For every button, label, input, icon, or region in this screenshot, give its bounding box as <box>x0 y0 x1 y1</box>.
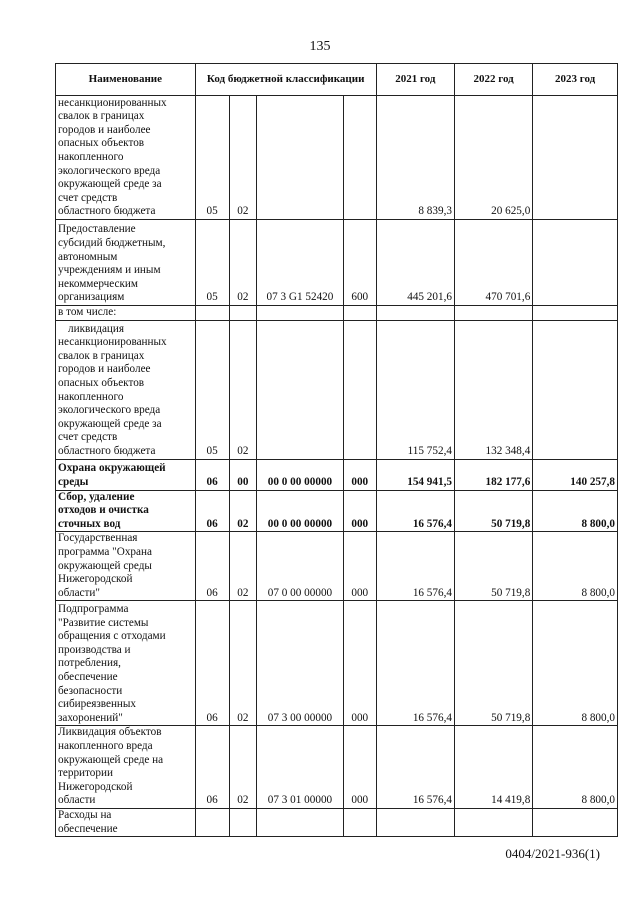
amount-2022: 14 419,8 <box>454 726 532 809</box>
subsection-code: 02 <box>229 96 257 220</box>
row-name <box>56 532 196 601</box>
amount-2021: 8 839,3 <box>376 96 454 220</box>
row-name-line: Государственная <box>58 532 138 545</box>
row-name-line: безопасности <box>58 684 123 697</box>
amount-2022: 132 348,4 <box>454 320 532 459</box>
amount-2022: 20 625,0 <box>454 96 532 220</box>
row-name-line: отходов и очистка <box>58 504 149 517</box>
target-article-code <box>257 808 344 836</box>
row-name-line: учреждениям и иным <box>58 264 161 277</box>
amount-2023 <box>533 96 618 220</box>
subsection-code: 02 <box>229 532 257 601</box>
amount-2022: 50 719,8 <box>454 490 532 532</box>
row-name-line: накопленного <box>58 151 124 164</box>
row-name-line: несанкционированных <box>58 96 167 109</box>
row-name-line: ликвидация <box>68 322 125 335</box>
amount-2022 <box>454 808 532 836</box>
section-code: 05 <box>195 96 229 220</box>
row-name-line: захоронений" <box>58 711 123 724</box>
expense-type-code <box>343 306 376 321</box>
amount-2023 <box>533 306 618 321</box>
amount-2022: 50 719,8 <box>454 601 532 726</box>
row-name-line: свалок в границах <box>58 110 145 123</box>
row-name-line: сточных вод <box>58 517 121 530</box>
subsection-code <box>229 808 257 836</box>
table-row <box>56 808 618 836</box>
row-name-line: Ликвидация объектов <box>58 726 162 739</box>
row-name-line: Расходы на <box>58 808 112 821</box>
amount-2023 <box>533 320 618 459</box>
section-code <box>195 808 229 836</box>
header-name: Наименование <box>56 64 196 96</box>
section-code: 05 <box>195 320 229 459</box>
expense-type-code: 000 <box>343 726 376 809</box>
amount-2023: 8 800,0 <box>533 532 618 601</box>
target-article-code: 00 0 00 00000 <box>257 459 344 490</box>
table-body <box>56 96 618 837</box>
row-name-line: свалок в границах <box>58 349 145 362</box>
target-article-code: 07 0 00 00000 <box>257 532 344 601</box>
row-name <box>56 601 196 726</box>
row-name-line: некоммерческим <box>58 277 138 290</box>
target-article-code: 07 3 G1 52420 <box>257 220 344 306</box>
amount-2023: 8 800,0 <box>533 490 618 532</box>
section-code: 06 <box>195 532 229 601</box>
target-article-code: 07 3 01 00000 <box>257 726 344 809</box>
header-2021: 2021 год <box>376 64 454 96</box>
amount-2021: 16 576,4 <box>376 532 454 601</box>
expense-type-code <box>343 808 376 836</box>
amount-2021: 16 576,4 <box>376 726 454 809</box>
row-name-line: в том числе: <box>58 306 117 318</box>
amount-2021: 154 941,5 <box>376 459 454 490</box>
table-header-row <box>56 64 618 96</box>
row-name-line: среды <box>58 476 89 488</box>
row-name-line: сибиреязвенных <box>58 698 137 711</box>
expense-type-code: 000 <box>343 490 376 532</box>
row-name-line: окружающей среды <box>58 559 152 572</box>
amount-2021 <box>376 808 454 836</box>
row-name-line: опасных объектов <box>58 137 145 150</box>
table-row <box>56 220 618 306</box>
row-name-line: городов и наиболее <box>58 123 151 136</box>
row-name-line: экологического вреда <box>58 404 161 417</box>
row-name-line: окружающей среде за <box>58 178 162 191</box>
row-name-line: окружающей среде на <box>58 753 164 766</box>
row-name <box>56 490 196 532</box>
section-code: 06 <box>195 726 229 809</box>
section-code <box>195 306 229 321</box>
row-name-line: областного бюджета <box>58 445 156 457</box>
amount-2022: 470 701,6 <box>454 220 532 306</box>
amount-2023 <box>533 220 618 306</box>
row-name-line: программа "Охрана <box>58 545 152 558</box>
section-code: 05 <box>195 220 229 306</box>
row-name-line: организациям <box>58 291 125 304</box>
expense-type-code: 000 <box>343 532 376 601</box>
subsection-code: 02 <box>229 490 257 532</box>
row-name-line: накопленного вреда <box>58 739 153 752</box>
header-2023: 2023 год <box>533 64 618 96</box>
row-name-line: субсидий бюджетным, <box>58 237 166 250</box>
target-article-code <box>257 306 344 321</box>
section-code: 06 <box>195 601 229 726</box>
row-name-line: области <box>58 794 96 807</box>
table-row <box>56 459 618 490</box>
budget-table <box>55 63 618 837</box>
expense-type-code: 000 <box>343 601 376 726</box>
expense-type-code: 600 <box>343 220 376 306</box>
row-name-line: производства и <box>58 643 131 656</box>
table-row <box>56 320 618 459</box>
amount-2021: 16 576,4 <box>376 601 454 726</box>
amount-2023: 8 800,0 <box>533 601 618 726</box>
row-name <box>56 320 196 459</box>
row-name <box>56 459 196 490</box>
target-article-code: 07 3 00 00000 <box>257 601 344 726</box>
subsection-code: 02 <box>229 601 257 726</box>
subsection-code: 02 <box>229 726 257 809</box>
row-name-line: "Развитие системы <box>58 616 149 629</box>
row-name-line: Охрана окружающей <box>58 462 166 475</box>
row-name-line: областного бюджета <box>58 205 156 218</box>
row-name-line: экологического вреда <box>58 164 161 177</box>
table-row <box>56 601 618 726</box>
amount-2023: 8 800,0 <box>533 726 618 809</box>
row-name-line: обеспечение <box>58 670 118 683</box>
table-row <box>56 726 618 809</box>
row-name-line: счет средств <box>58 431 118 444</box>
row-name <box>56 96 196 220</box>
table-row <box>56 490 618 532</box>
target-article-code <box>257 320 344 459</box>
page-number: 135 <box>309 39 331 54</box>
subsection-code <box>229 306 257 321</box>
amount-2022 <box>454 306 532 321</box>
expense-type-code <box>343 96 376 220</box>
header-code: Код бюджетной классификации <box>195 64 376 96</box>
row-name-line: Нижегородской <box>58 780 133 793</box>
row-name-line: обеспечение <box>58 822 118 835</box>
amount-2021: 115 752,4 <box>376 320 454 459</box>
row-name-line: опасных объектов <box>58 377 145 390</box>
row-name <box>56 306 196 321</box>
row-name-line: территории <box>58 767 113 780</box>
expense-type-code <box>343 320 376 459</box>
row-name-line: Подпрограмма <box>58 603 129 615</box>
section-code: 06 <box>195 459 229 490</box>
section-code: 06 <box>195 490 229 532</box>
row-name-line: окружающей среде за <box>58 417 162 430</box>
row-name-line: несанкционированных <box>58 336 167 349</box>
row-name-line: автономным <box>58 250 118 263</box>
row-name-line: городов и наиболее <box>58 363 151 376</box>
subsection-code: 02 <box>229 320 257 459</box>
header-2022: 2022 год <box>454 64 532 96</box>
row-name-line: области" <box>58 586 100 599</box>
amount-2023: 140 257,8 <box>533 459 618 490</box>
subsection-code: 00 <box>229 459 257 490</box>
row-name-line: Предоставление <box>58 223 136 236</box>
amount-2023 <box>533 808 618 836</box>
row-name-line: Нижегородской <box>58 573 133 586</box>
row-name <box>56 726 196 809</box>
amount-2021: 16 576,4 <box>376 490 454 532</box>
row-name-line: Сбор, удаление <box>58 490 135 503</box>
amount-2021: 445 201,6 <box>376 220 454 306</box>
table-row <box>56 306 618 321</box>
amount-2022: 50 719,8 <box>454 532 532 601</box>
row-name-line: накопленного <box>58 390 124 403</box>
row-name-line: обращения с отходами <box>58 630 166 643</box>
target-article-code: 00 0 00 00000 <box>257 490 344 532</box>
row-name-line: счет средств <box>58 191 118 204</box>
row-name-line: потребления, <box>58 657 121 670</box>
amount-2022: 182 177,6 <box>454 459 532 490</box>
target-article-code <box>257 96 344 220</box>
subsection-code: 02 <box>229 220 257 306</box>
document-code: 0404/2021-936(1) <box>505 846 600 861</box>
table-row <box>56 96 618 220</box>
table-row <box>56 532 618 601</box>
amount-2021 <box>376 306 454 321</box>
expense-type-code: 000 <box>343 459 376 490</box>
row-name <box>56 220 196 306</box>
row-name <box>56 808 196 836</box>
